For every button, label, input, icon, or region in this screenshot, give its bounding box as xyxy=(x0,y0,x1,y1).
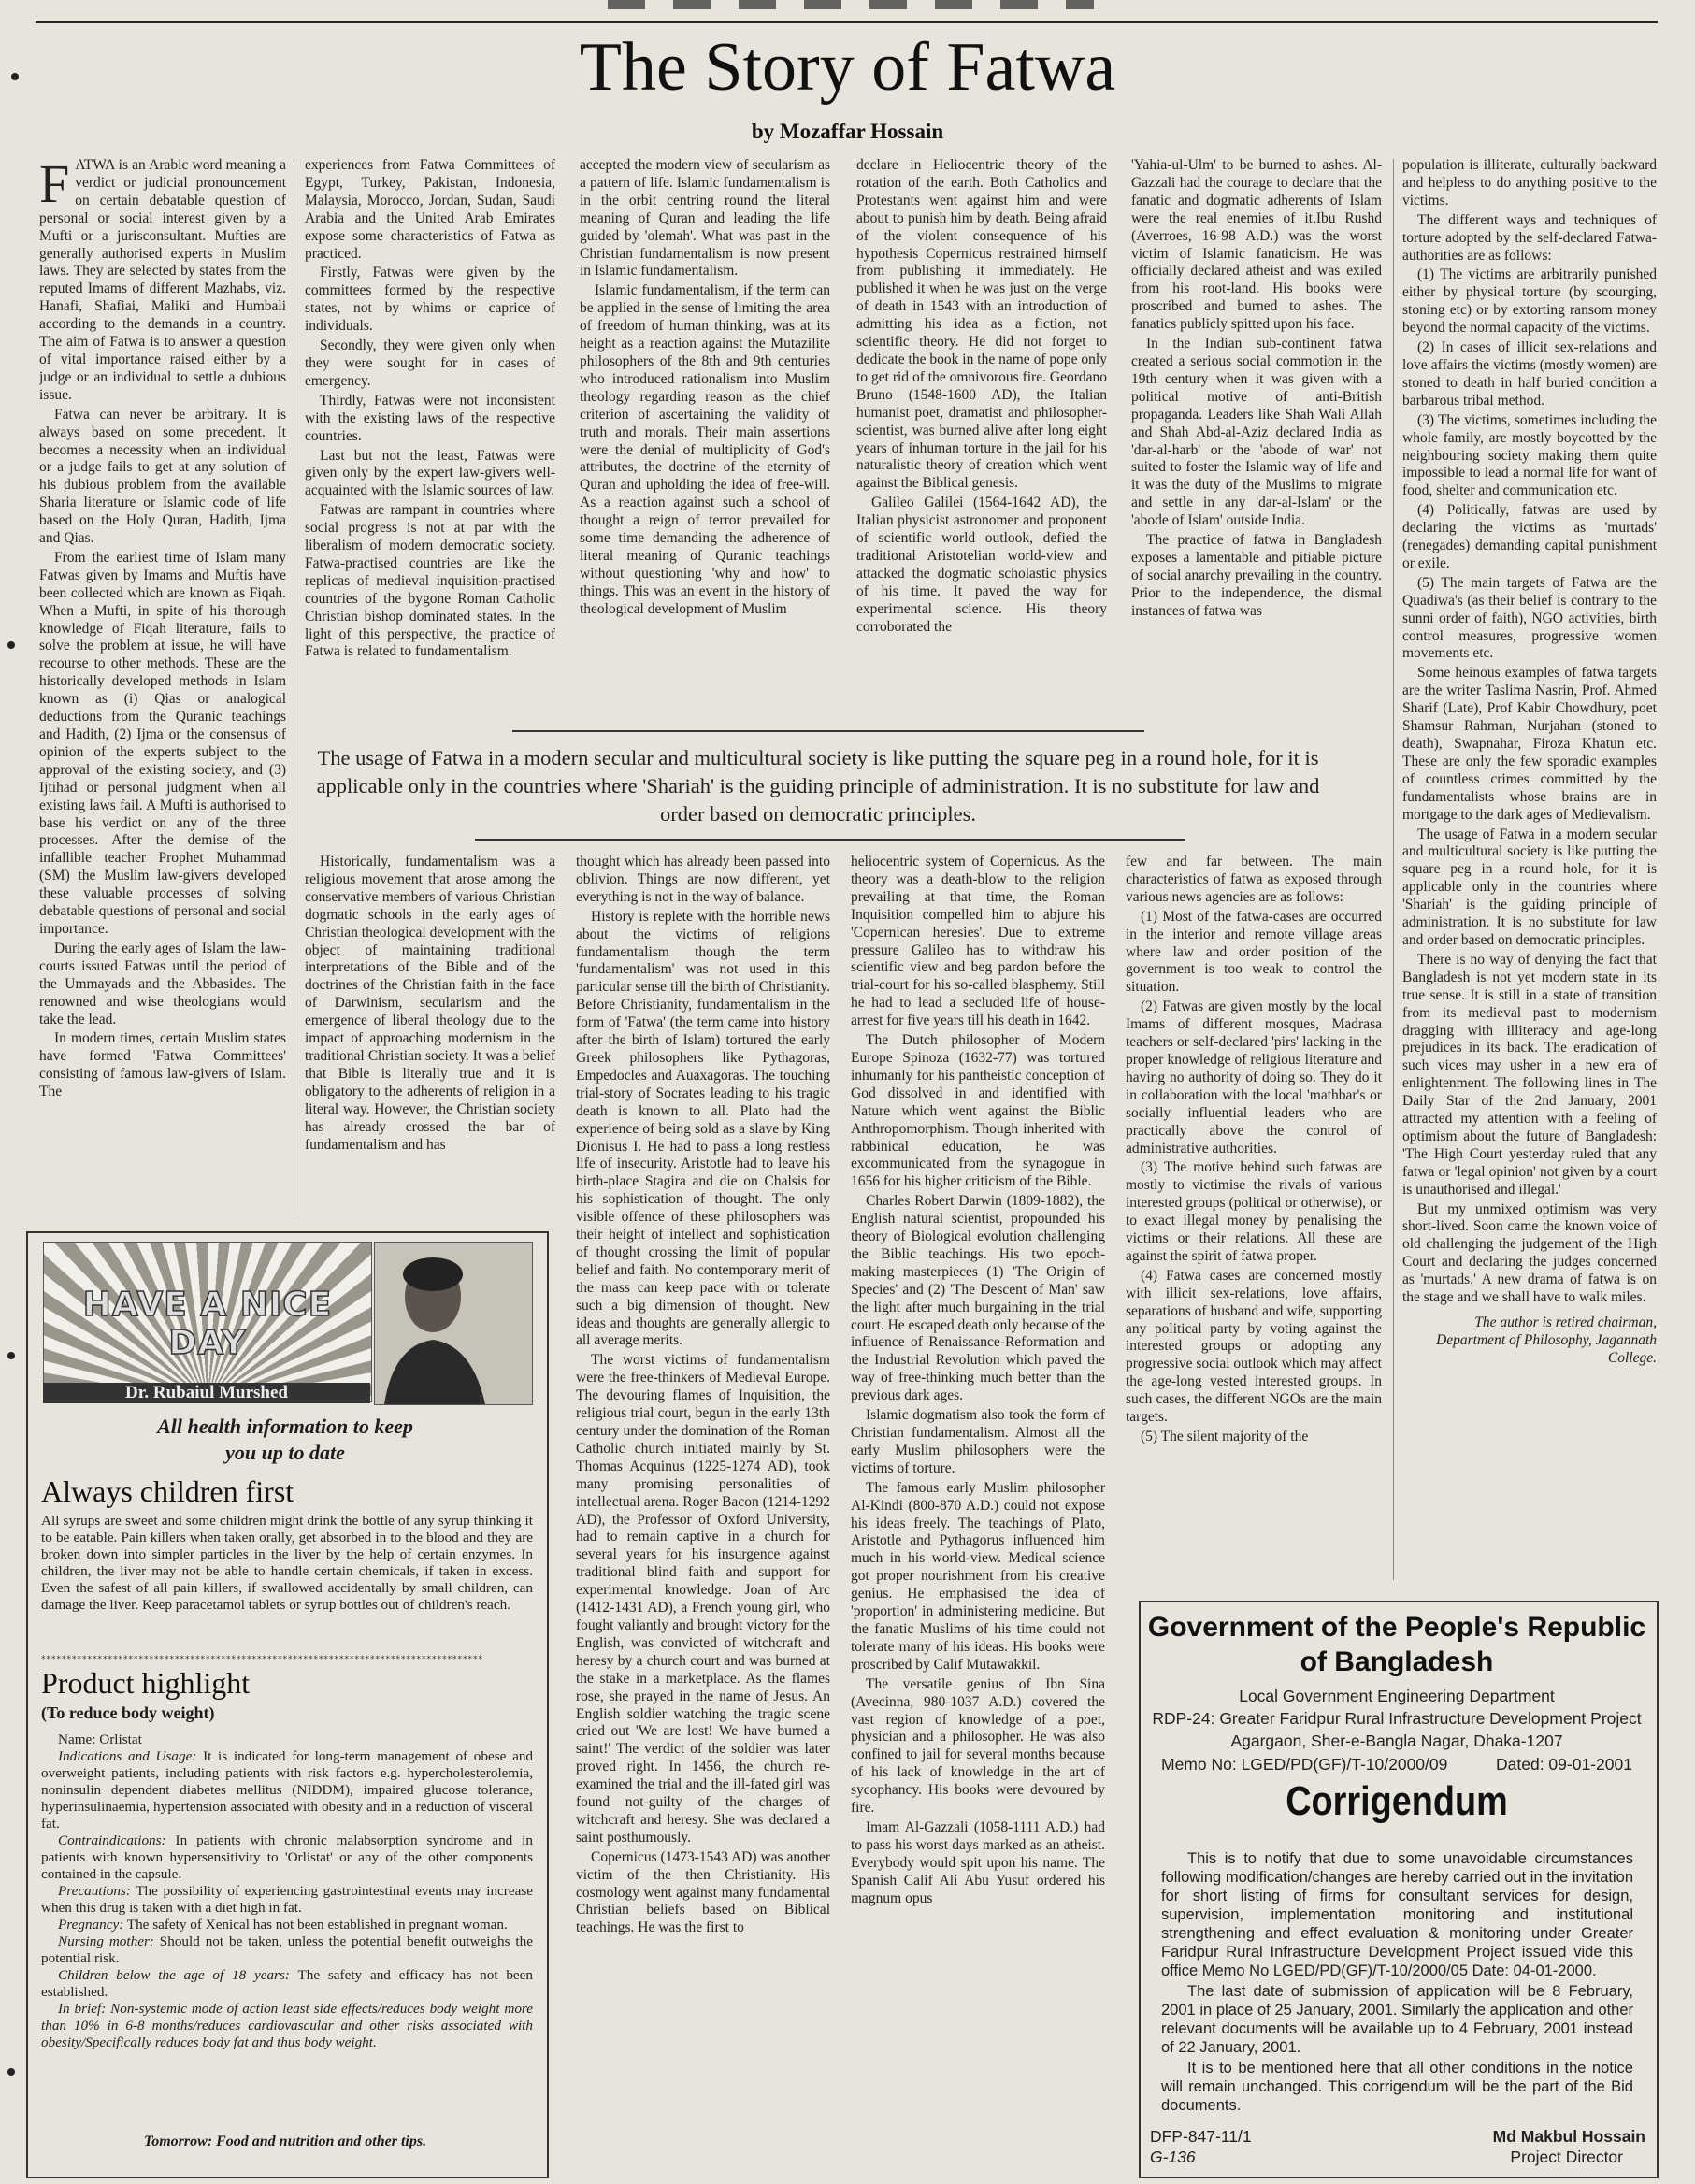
paragraph: ATWA is an Arabic word meaning a verdict or judicial pronouncement on certain debatable question of personal or social interest given by a Mufti or a jurisconsultant. Mufties are generally authorised experts in Muslim laws. They are selected by states from the reputed Imams of different Mazhabs, viz. Hanafi, Shafiai, Maliki and Humbali according to the demands in a country. The aim of Fatwa is to answer a question of vital importance raised either by a judge or an individual to settle a dubious issue. xyxy=(39,157,286,403)
banner-title: HAVE A NICE DAY xyxy=(82,1286,333,1362)
paragraph: Fatwas are rampant in countries where social progress is not at par with the liberalism of modern democratic society. Fatwa-practised countries are like the replicas of medieval inquisition-practised countries of the bygone Roman Catholic Christian bishop dominated states. In the light of this perspective, the practice of Fatwa is related to fundamentalism. xyxy=(305,502,555,660)
paragraph: This is to notify that due to some unavoidable circumstances following modification/changes are hereby carried out in the invitation for short listing of firms for consultant services for design, supervision, implementation monitoring and institutional strengthening and effect evaluation & monitoring under Greater Faridpur Rural Infrastructure Development Project issued vide this office Memo No LGED/PD(GF)/T-10/2000/05 Date: 04-01-2000. xyxy=(1161,1850,1633,1979)
have-a-nice-day-banner xyxy=(43,1242,372,1402)
paragraph: During the early ages of Islam the law-courts issued Fatwas until the period of the Ummayads and the Abbasides. The renowned and wise theologians would take the lead. xyxy=(39,940,286,1027)
star-divider: ************************************************************************************** xyxy=(41,1655,483,1664)
paragraph: There is no way of denying the fact that Bangladesh is not yet modern state in its true sense. It is still in a state of transition from its medieval past to modernism dragging with illiteracy and age-long prejudices in its back. The eradication of such vices may usher in a new era of enlightenment. The following lines in The Daily Star of the 2nd January, 2001 attracted my attention with a feeling of optimism about the future of Bangladesh: 'The High Court yesterday ruled that any fatwa or 'legal opinion' not given by a court is unauthorised and illegal.' xyxy=(1402,951,1657,1198)
paragraph: In modern times, certain Muslim states have formed 'Fatwa Committees' consisting of famous law-givers of Islam. The xyxy=(39,1030,286,1100)
nursing-mother: Nursing mother: Should not be taken, unless the potential benefit outweighs the potential risk. xyxy=(41,1933,533,1966)
paragraph: It is to be mentioned here that all other conditions in the notice will remain unchanged. This corrigendum will be the part of the Bid documents. xyxy=(1161,2060,1633,2114)
pregnancy: Pregnancy: The safety of Xenical has not been established in pregnant woman. xyxy=(58,1917,508,1933)
children-note: Children below the age of 18 years: The safety and efficacy has not been established. xyxy=(41,1967,534,2000)
margin-dot xyxy=(7,2068,15,2076)
paragraph: Islamic dogmatism also took the form of Christian fundamentalism. Almost all the early Muslim philosophers were the victims of torture. xyxy=(851,1407,1105,1476)
paragraph: Charles Robert Darwin (1809-1882), the English natural scientist, propounded his theory of Biological evolution challenging the Biblic teachings. His two epoch-making masterpieces (1) 'The Origin of Species' and (2) 'The Descent of Man' saw the light after much burgaining in the trial court. He escaped death only because of the influence of Renaissance-Reformation and the Industrial Revolution which paved the way of free-thinking much better than the previous dark ages. xyxy=(851,1193,1105,1404)
paragraph: Thirdly, Fatwas were not inconsistent with the existing laws of the respective countries. xyxy=(305,392,555,444)
paragraph: few and far between. The main characteristics of fatwa as exposed through various news agencies are as follows: xyxy=(1126,854,1382,905)
paragraph: (1) The victims are arbitrarily punished either by physical torture (by scourging, stoning etc) or by extorting ransom money beyond the normal capacity of the victims. xyxy=(1402,266,1657,337)
article-column-1 xyxy=(39,157,286,1214)
cropped-masthead-text xyxy=(608,0,1094,9)
pullquote: The usage of Fatwa in a modern secular and multicultural society is like putting the square peg in a round hole, for it is applicable only in the countries where 'Shariah' is the guiding principle of administration. It is no substitute for law and order based on democratic principles. xyxy=(316,746,1320,826)
article-column-2 xyxy=(305,157,555,718)
paragraph: (1) Most of the fatwa-cases are occurred in the interior and remote village areas where law and order position of the government is too weak to control the situation. xyxy=(1126,908,1382,996)
author-note: The author is retired chairman, Department of Philosophy, Jagannath College. xyxy=(1436,1315,1657,1366)
doctor-portrait xyxy=(374,1242,533,1405)
paragraph: (2) Fatwas are given mostly by the local Imams of different mosques, Madrasa teachers or self-declared 'pirs' lacking in the proper knowledge of religious literature and having no authority of doing so. They do it in collaboration with the local 'mathbar's or socially influential leaders who are practically above the control of administrative authorities. xyxy=(1126,999,1382,1157)
tagline-line: you up to date xyxy=(225,1441,345,1464)
indications: Indications and Usage: It is indicated for long-term management of obese and overweight patients, including patients with risk factors e.g. hypercholesterolemia, noninsulin dependent diabetes mellitus (NIDDM), impaired glucose tolerance, hyperinsulinaemia, hypertension associated with obesity and in a reduction of visceral fat. xyxy=(41,1748,534,1832)
notice-title xyxy=(1142,1610,1651,1679)
signatory-name: Md Makbul Hossain xyxy=(1492,2127,1645,2146)
paragraph: The famous early Muslim philosopher Al-Kindi (800-870 A.D.) could not expose his ideas freely. The teachings of Plato, Aristotle and Pythagorus influenced him much in his world-view. Medical science got proper nourishment from his creative genius. He emphasised the idea of 'proportion' in administering medicine. But the fanatic Muslims of his time could not tolerate many of his ideas. His books were proscribed by Calif Mutawakkil. xyxy=(851,1479,1105,1673)
notice-body xyxy=(1161,1849,1633,2117)
article-column-8 xyxy=(576,854,830,2175)
reference-code: G-136 xyxy=(1150,2148,1196,2166)
corrigendum-heading: Corrigendum xyxy=(1286,1778,1508,1824)
in-brief: In brief: Non-systemic mode of action least side effects/reduces body weight more than 10% in 6-8 months/reduces cardiovascular and other risks associated with obesity/Specifically reduces body fat and thus body weight. xyxy=(41,2001,533,2050)
reference-number: DFP-847-11/1 xyxy=(1150,2127,1252,2146)
article-column-9 xyxy=(851,854,1105,2175)
paragraph: (5) The main targets of Fatwa are the Quadiwa's (as their belief is contrary to the sunni order of faith), NGO activities, birth control measures, progressive women movements etc. xyxy=(1402,574,1657,662)
drop-cap: F xyxy=(39,157,70,214)
doctor-name: Dr. Rubaiul Murshed xyxy=(43,1383,370,1403)
article-column-3 xyxy=(580,157,830,718)
title-line: Government of the People's Republic xyxy=(1147,1612,1646,1643)
paragraph: Some heinous examples of fatwa targets are the writer Taslima Nasrin, Prof. Ahmed Sharif (Late), Prof Kabir Chowdhury, poet Shamsur Rahman, Nurjahan (stoned to death), Swapnahar, Firoza Khatun etc. These are only the few sporadic examples of countless crimes committed by the fundamentalists whose brains are in mortgage to the dark ages of Medievalism. xyxy=(1402,665,1657,823)
paragraph: Last but not the least, Fatwas were given only by the expert law-givers well-acquainted with the Islamic sources of law. xyxy=(305,447,555,499)
paragraph: (3) The motive behind such fatwas are mostly to victimise the rivals of various interested groups (political or otherwise), or to exact illegal money by penalising the victims or their relations. All these are against the spirit of fatwa proper. xyxy=(1126,1159,1382,1264)
paragraph: Firstly, Fatwas were given by the committees formed by the respective states, not by whims or caprice of individuals. xyxy=(305,265,555,335)
tomorrow-note: Tomorrow: Food and nutrition and other tips. xyxy=(143,2134,427,2149)
paragraph: Historically, fundamentalism was a religious movement that arose among the conservative members of various Christian dogmatic schools in the early ages of Christian theological development with the object of maintaining traditional interpretations of the Bible and of the doctrines of the Christian faith in the face of Darwinism, secularism and the emergence of liberal theology due to the impact of approaching modernism in the traditional Christian society. It was a belief that Bible is literally true and it is obligatory to the adherents of religion in a literal way. However, the Christian society has already crossed the bar of fundamentalism and has xyxy=(305,854,555,1153)
paragraph: The Dutch philosopher of Modern Europe Spinoza (1632-77) was tortured inhumanly for his pantheistic conception of God dissolved in and identified with Nature which went against the Biblic Anthropomorphism. Though inherited with rabbinical education, he was excommunicated from the synagogue in 1656 for his higher criticism of the Bible. xyxy=(851,1032,1105,1190)
product-subheading: (To reduce body weight) xyxy=(41,1703,215,1722)
article-column-5 xyxy=(1131,157,1382,718)
paragraph: experiences from Fatwa Committees of Egypt, Turkey, Pakistan, Indonesia, Malaysia, Morocco, Jordan, Sudan, Saudi Arabia and the United Arab Emirates expose some characteristics of Fatwa as practiced. xyxy=(305,157,555,262)
paragraph: heliocentric system of Copernicus. As the theory was a death-blow to the religion prevailing at that time, the Roman Inquisition compelled him to abjure his 'Copernican heresies'. Due to extreme pressure Galileo has to withdraw his scientific view and beg pardon before the trial-court for his so-called blasphemy. Still he had to lead a secluded life of house-arrest for five years till his death in 1642. xyxy=(851,854,1105,1029)
article-byline: by Mozaffar Hossain xyxy=(751,120,944,143)
paragraph: population is illiterate, culturally backward and helpless to do anything positive to the victims. xyxy=(1402,157,1657,208)
paragraph: In the Indian sub-continent fatwa created a serious social commotion in the 19th century when it was given with a political motive of anti-British propaganda. Leaders like Shah Wali Allah and Shah Abd-al-Aziz declared India as 'dar-al-harb' or the 'abode of war' not suited to foster the Islamic way of life and it was the duty of the Muslims to migrate and settle in any 'dar-al-Islam' or the 'abode of Islam' outside India. xyxy=(1131,336,1382,529)
article-title: The Story of Fatwa xyxy=(579,29,1116,106)
paragraph: thought which has already been passed into oblivion. Things are now different, yet everything is not in the way of balance. xyxy=(576,854,830,905)
children-heading: Always children first xyxy=(41,1474,294,1508)
paragraph: All syrups are sweet and some children might drink the bottle of any syrup thinking it to be eatable. Pain killers when taken orally, get absorbed in to the blood and they are broken down into simpler particles in the liver by the help of certain enzymes. In children, the liver may not be able to handle certain chemicals, if taken in excess. Even the safest of all pain killers, if swallowed accidentally by small children, can damage the liver. Keep paracetamol tablets or syrup bottles out of children's reach. xyxy=(41,1513,533,1613)
portrait-icon xyxy=(375,1243,532,1404)
paragraph: The usage of Fatwa in a modern secular and multicultural society is like putting the square peg in a round hole, for it is applicable only in the countries where 'Shariah' is the guiding principle of administration. It is no substitute for law and order based on democratic principles. xyxy=(1402,826,1657,948)
health-tagline xyxy=(37,1414,533,1466)
paragraph: 'Yahia-ul-Ulm' to be burned to ashes. Al-Gazzali had the courage to declare that the fanatic and dogmatic adherents of Islam were the real enemies of it.Ibu Rushd (Averroes, 16-98 A.D.) was the worst victim of Islamic fanaticism. He was officially declared atheist and was exiled from his root-land. His books were proscribed and burned to ashes. The fanatics publicly spitted upon his face. xyxy=(1131,157,1382,333)
memo-number: Memo No: LGED/PD(GF)/T-10/2000/09 xyxy=(1161,1755,1448,1774)
paragraph: (3) The victims, sometimes including the whole family, are mostly boycotted by the neighbouring society making them quite impossible to lead a normal life for want of food, shelter and communication etc. xyxy=(1402,411,1657,499)
department: Local Government Engineering Department xyxy=(1239,1687,1555,1705)
product-details xyxy=(41,1731,533,2051)
paragraph: Islamic fundamentalism, if the term can be applied in the sense of limiting the area of freedom of human thinking, was at its height as a reaction against the Mutazilite philosophers of the 8th and 9th centuries who introduced rationalism into Muslim theology regarding reason as the chief criterion of ascertaining the validity of truth and morals. Their main assertions were the denial of multiplicity of God's attributes, the doctrine of the eternity of Quran and upholding the idea of free-will. As a reaction against such a school of thought a reign of terror prevailed for some time demanding the adherence of literal meaning of Quranic teachings without questioning 'why and how' to things. This was an event in the history of theological development of Muslim xyxy=(580,282,830,617)
name-line: Name: Orlistat xyxy=(58,1731,142,1747)
tagline-line: All health information to keep xyxy=(157,1415,413,1438)
paragraph: (5) The silent majority of the xyxy=(1141,1429,1309,1444)
paragraph: Galileo Galilei (1564-1642 AD), the Italian physicist astronomer and proponent of scientific world outlook, defied the traditional Aristotelian world-view and attacked the dogmatic scholastic physics of his time. It paved the way for experimental science. His theory corroborated the xyxy=(856,495,1107,635)
margin-dot xyxy=(7,1352,15,1359)
paragraph: But my unmixed optimism was very short-lived. Soon came the known voice of old challenging the judgement of the High Court and declaring the judges concerned as 'murtads.' A new drama of fatwa is on the stage and we shall have to walk miles. xyxy=(1402,1200,1657,1306)
title-line: of Bangladesh xyxy=(1300,1646,1494,1677)
children-text xyxy=(41,1513,533,1614)
paragraph: (2) In cases of illicit sex-relations and love affairs the victims (mostly women) are stoned to death in half buried condition a barbarous tribal method. xyxy=(1402,339,1657,409)
paragraph: The different ways and techniques of torture adopted by the self-declared Fatwa-authorities are as follows: xyxy=(1402,211,1657,264)
paragraph: Copernicus (1473-1543 AD) was another victim of the then Christianity. His cosmology went against many fundamental Christian beliefs based on Biblical teachings. He was the first to xyxy=(576,1848,830,1936)
paragraph: The versatile genius of Ibn Sina (Avecinna, 980-1037 A.D.) covered the vast region of knowledge of a poet, physician and a philosopher. He was also confined to jail for several months because of his lack of knowledge in the art of sycophancy. His books were devoured by fire. xyxy=(851,1675,1105,1817)
paragraph: Imam Al-Gazzali (1058-1111 A.D.) had to pass his worst days marked as an atheist. Everybody would spit upon his name. The Spanish Calif Ali Abu Yusuf ordered his magnum opus xyxy=(851,1818,1105,1906)
article-column-7 xyxy=(305,854,555,1220)
masthead-rule xyxy=(36,21,1658,23)
paragraph: declare in Heliocentric theory of the rotation of the earth. Both Catholics and Protestants went against him and were about to punish him by death. Being afraid of the violent consequence of his hypothesis Copernicus restrained himself from publishing it immediately. He published it when he was just on the verge of death in 1543 with an introduction of admitting his idea as a fiction, not scientific theory. He did not forget to dedicate the book in the name of pope only to get rid of the omnivorous fire. Geordano Bruno (1548-1600 AD), the Italian humanist poet, dramatist and philosopher-scientist, was burned alive after long eight years of inhuman torture in the jail for his naturalistic theory of creation which went against the Biblical genesis. xyxy=(856,157,1107,492)
address: Agargaon, Sher-e-Bangla Nagar, Dhaka-1207 xyxy=(1230,1731,1563,1750)
paragraph: The worst victims of fundamentalism were the free-thinkers of Medieval Europe. The devouring flames of Inquisition, the religious trial court, begun in the early 13th century under the domination of the Roman Catholic church initiated mainly by St. Thomas Acquinus (1225-1274 AD), took many promising personalities of intellectual arena. Roger Bacon (1214-1292 AD), the Professor of Oxford University, had to remain captive in a church for several years for his insurgence against traditional blind faith and support for experimental knowledge. Joan of Arc (1412-1431 AD), a French young girl, who fought valiantly and brought victory for the English, was convicted of witchcraft and heresy by a church court and was burned at the stake in a marketplace. As the flames rose, she prayed in the name of Jesus. An English soldier watching the tragic scene cried out 'We are lost! We have burned a saint!' The verdict of the soldier was later proved right. In 1456, the church re-examined the trial and the ill-fated girl was found not-guilty of the charges of witchcraft and heresy. She was declared a saint posthumously. xyxy=(576,1352,830,1846)
article-column-4 xyxy=(856,157,1107,718)
pullquote-rule-bottom xyxy=(475,839,1185,841)
paragraph: History is replete with the horrible news about the victims of religions fundamentalism though the term 'fundamentalism' was not used in this particular sense till the birth of Christianity. Before Christianity, fundamentalism in the form of 'Fatwa' (the term came into history after the birth of Islam) tortured the early Greek philosophers like Pythagoras, Empedocles and Auaxagoras. The touching trial-story of Socrates leading to his tragic death is known to all. Plato had the experience of being sold as a slave by King Dionisus I. He had to pass a long restless life of insecurity. Aristotle had to leave his birth-place Stagira and die on Chalsis for his sophistication of thought. The only visible offence of these philosophers was their height of intellect and sophistication of thought crossing the limit of popular belief and faith. No contemporary merit of the mass can keep pace with or tolerate such a big dimension of thought. New ideas and thoughts are generally allergic to all average merits. xyxy=(576,908,830,1349)
signatory-title: Project Director xyxy=(1510,2148,1623,2166)
margin-dot xyxy=(7,641,15,649)
precautions: Precautions: The possibility of experiencing gastrointestinal events may increase when this drug is taken with a diet high in fat. xyxy=(41,1883,533,1916)
paragraph: From the earliest time of Islam many Fatwas given by Imams and Muftis have been collected which are known as Fiqah. When a Mufti, in spite of his thorough knowledge of Fiqah literature, fails to solve the problem at issue, he will have recourse to other methods. These are the historically developed methods in Islam known as (i) Qias or analogical deductions from the Quranic teachings and Hadith, (2) Ijma or the consensus of opinion of the experts subject to the approval of the existing society, and (3) Ijtihad or personal judgment when all existing laws fail. A Mufti is authorised to base his verdict on any of the three processes. After the demise of the infallible teacher Prophet Muhammad (SM) the Muslim law-givers developed these valuable processes of solving debatable questions of personal and social importance. xyxy=(39,549,286,937)
pullquote-rule-top xyxy=(512,730,1144,732)
product-heading: Product highlight xyxy=(41,1666,251,1700)
paragraph: accepted the modern view of secularism as a pattern of life. Islamic fundamentalism is in the orbit centring round the literal meaning of Quran and leading the life guided by 'olemah'. What was past in the Christian fundamentalism is now present in Islamic fundamentalism. xyxy=(580,157,830,280)
article-column-10 xyxy=(1126,854,1382,1573)
contraindications: Contraindications: In patients with chronic malabsorption syndrome and in patients with known hypersensitivity to 'Orlistat' or any of the other components contained in the capsule. xyxy=(41,1832,533,1882)
paragraph: Secondly, they were given only when they were sought for in cases of emergency. xyxy=(305,338,555,389)
paragraph: The practice of fatwa in Bangladesh exposes a lamentable and pitiable picture of social anarchy prevailing in the country. Prior to the independence, the dismal instances of fatwa was xyxy=(1131,532,1382,619)
paragraph: The last date of submission of application will be 8 February, 2001 in place of 25 January, 2001. Similarly the application and other relevant documents will be available up to 4 February, 2001 instead of 22 January, 2001. xyxy=(1161,1983,1633,2056)
memo-date: Dated: 09-01-2001 xyxy=(1496,1755,1632,1774)
paragraph: (4) Fatwa cases are concerned mostly with illicit sex-relations, love affairs, separations of husband and wife, supporting any political party by voting against the interested groups or adopting any progressive social outlook which may affect the age-long vested interested groups. In such cases, the different NGOs are the main targets. xyxy=(1126,1267,1382,1426)
paragraph: Fatwa can never be arbitrary. It is always based on some precedent. It becomes a necessity when an individual or a judge fails to get at any solution of his dubious problem from the available Sharia literature or Islamic code of life based on the Holy Quran, Hadith, Ijma and Qias. xyxy=(39,406,286,547)
paragraph: (4) Politically, fatwas are used by declaring the victims as 'murtads' (renegades) demanding capital punishment or exile. xyxy=(1402,502,1657,571)
article-column-6 xyxy=(1402,157,1657,1569)
column-rule xyxy=(1393,159,1394,1580)
project-name: RDP-24: Greater Faridpur Rural Infrastructure Development Project xyxy=(1152,1709,1642,1728)
